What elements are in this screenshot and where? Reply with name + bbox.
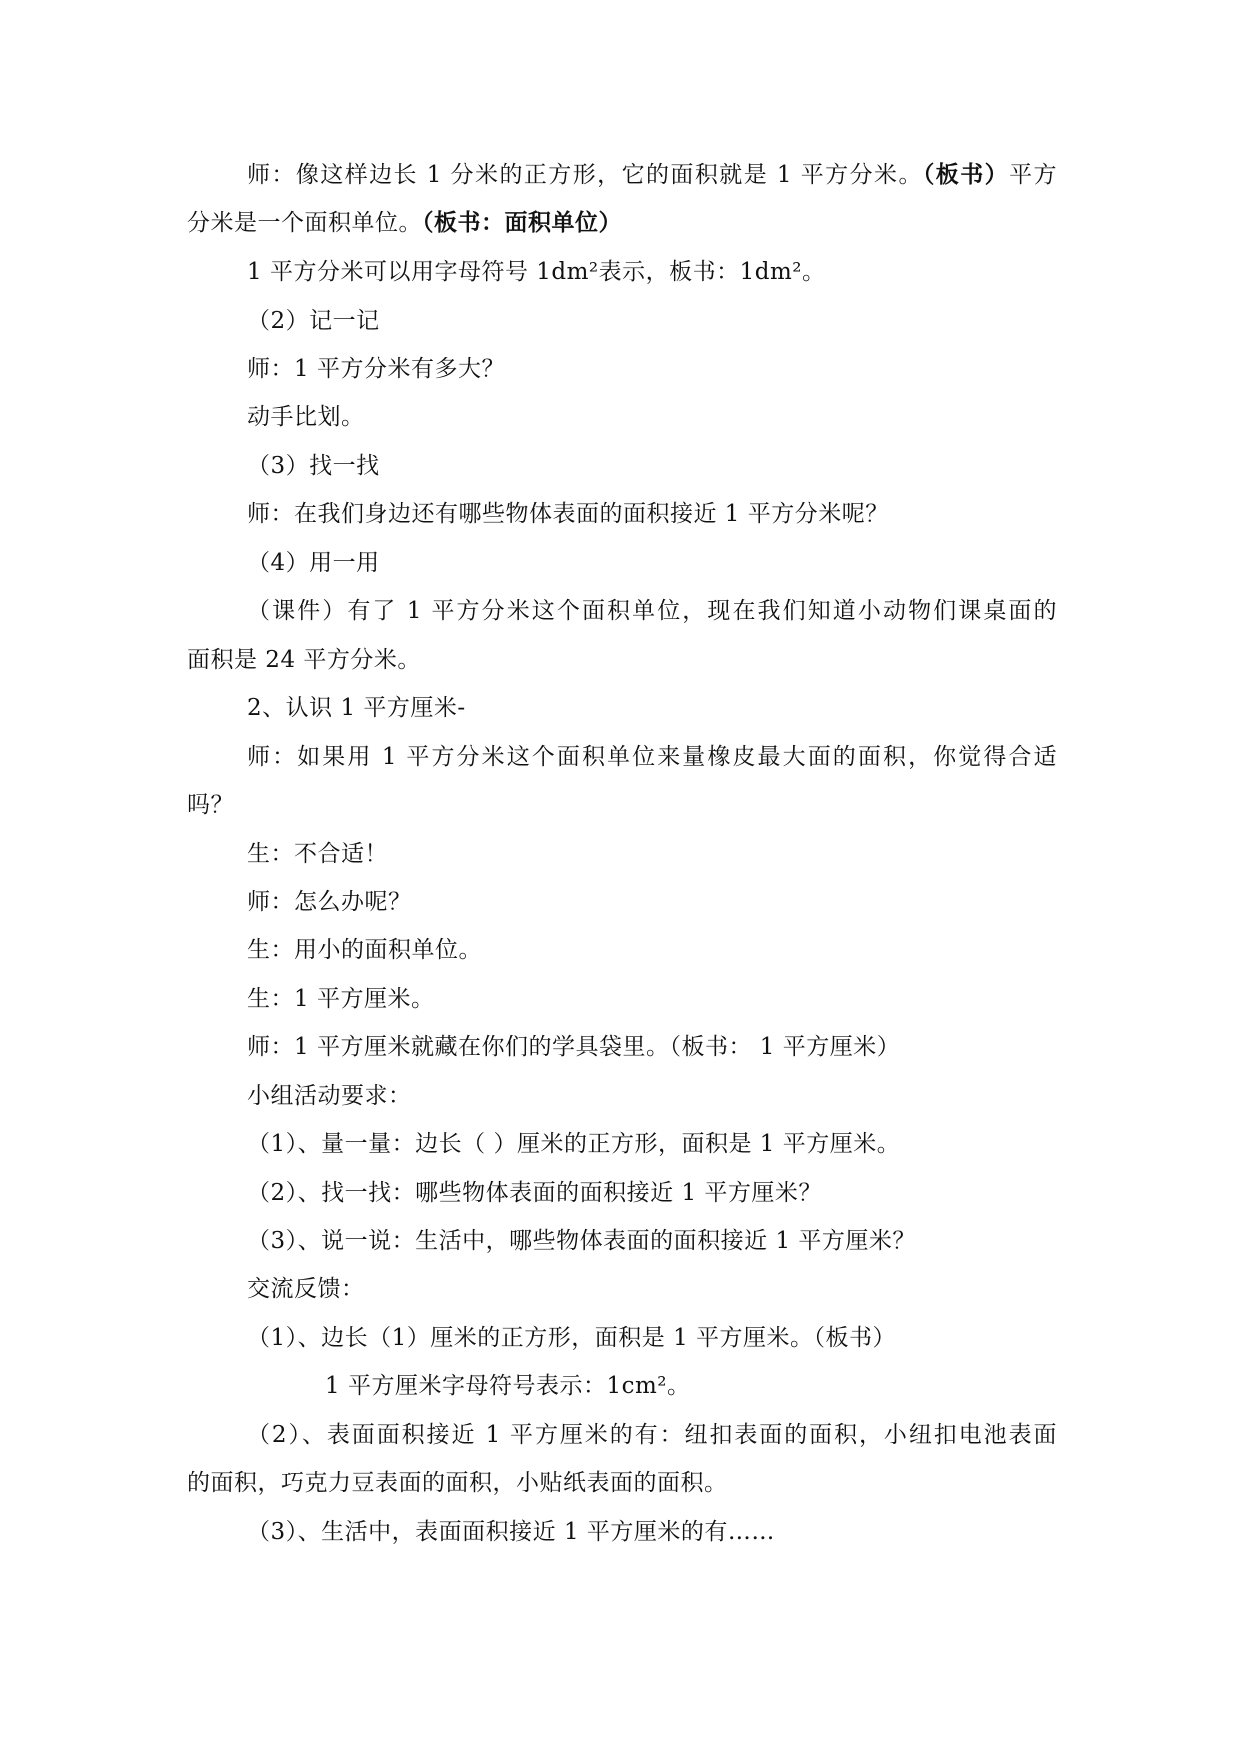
paragraph-line: （2）、表面面积接近 1 平方厘米的有：纽扣表面的面积，小纽扣电池表面 [247,1422,1057,1448]
paragraph-line: 的面积，巧克力豆表面的面积，小贴纸表面的面积。 [187,1470,728,1496]
bold-text: （板书） [922,161,1010,188]
paragraph-line: 2、认识 1 平方厘米- [247,695,466,721]
paragraph-line: 小组活动要求： [247,1083,412,1109]
paragraph-line: 师：1 平方分米有多大？ [247,356,505,382]
paragraph-line: （1）、量一量：边长（ ）厘米的正方形，面积是 1 平方厘米。 [247,1131,901,1157]
paragraph-line: 生：用小的面积单位。 [247,937,482,963]
paragraph-line: 面积是 24 平方分米。 [187,647,421,673]
paragraph-line: （1）、边长（1）厘米的正方形，面积是 1 平方厘米。（板书） [247,1325,897,1351]
text: 平方 [1009,162,1058,188]
text: 分米是一个面积单位。 [187,210,422,236]
bold-text: （板书：面积单位） [422,209,622,236]
paragraph-line: 生：不合适！ [247,841,388,867]
paragraph-line: 师：怎么办呢？ [247,889,412,915]
paragraph-line: （3）、说一说：生活中，哪些物体表面的面积接近 1 平方厘米？ [247,1228,916,1254]
paragraph-line: （2）、找一找：哪些物体表面的面积接近 1 平方厘米？ [247,1180,822,1206]
paragraph-line: 师：在我们身边还有哪些物体表面的面积接近 1 平方分米呢？ [247,501,889,527]
paragraph-line: 吗？ [187,792,234,818]
paragraph-line: （2）记一记 [247,308,380,334]
paragraph-line: （课件）有了 1 平方分米这个面积单位，现在我们知道小动物们课桌面的 [247,598,1057,624]
paragraph-line [187,206,622,240]
paragraph-line: （4）用一用 [247,550,380,576]
paragraph-line [247,158,1057,192]
paragraph-line: 师：如果用 1 平方分米这个面积单位来量橡皮最大面的面积，你觉得合适 [247,744,1057,770]
paragraph-line: 交流反馈： [247,1276,365,1302]
paragraph-line: 1 平方厘米字母符号表示：1cm²。 [325,1373,691,1399]
paragraph-line: 动手比划。 [247,404,365,430]
paragraph-line: 师：1 平方厘米就藏在你们的学具袋里。（板书： 1 平方厘米） [247,1034,901,1060]
paragraph-line: （3）找一找 [247,453,380,479]
text: 师：像这样边长 1 分米的正方形，它的面积就是 1 平方分米。 [247,162,923,188]
paragraph-line: （3）、生活中，表面面积接近 1 平方厘米的有…… [247,1519,775,1545]
paragraph-line: 生：1 平方厘米。 [247,986,435,1012]
paragraph-line: 1 平方分米可以用字母符号 1dm²表示，板书：1dm²。 [247,259,826,285]
